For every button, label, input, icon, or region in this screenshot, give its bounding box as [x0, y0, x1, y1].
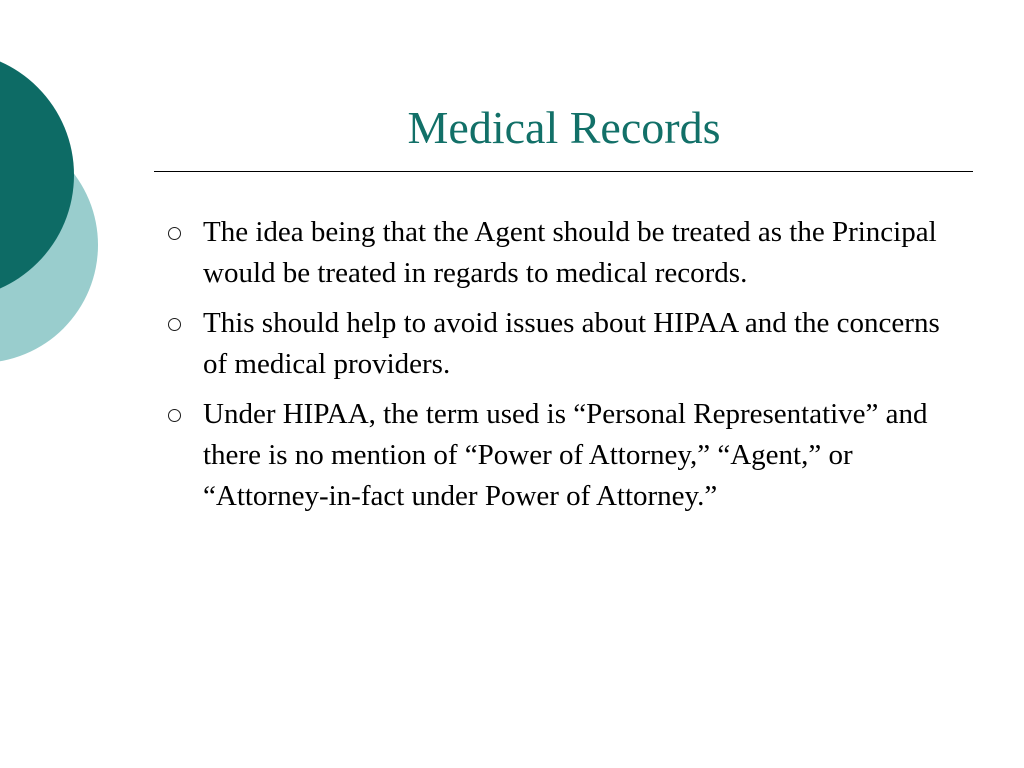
bullet-item: [160, 303, 960, 385]
bullet-text: The idea being that the Agent should be treated as the Principal would be treated in regards to medical records.: [203, 216, 937, 289]
circle-outline-icon: [168, 227, 181, 240]
decorative-circles: [0, 0, 110, 420]
bullet-text: This should help to avoid issues about HIPAA and the concerns of medical providers.: [203, 307, 940, 380]
bullet-item: [160, 394, 960, 517]
circle-outline-icon: [168, 409, 181, 422]
circle-outline-icon: [168, 318, 181, 331]
title-divider: [154, 171, 973, 172]
bullet-item: [160, 212, 960, 294]
bullet-text: Under HIPAA, the term used is “Personal Representative” and there is no mention of “Power of Attorney,” “Agent,” or “Attorney-in-fact under Power of Attorney.”: [203, 398, 928, 512]
slide-title: Medical Records: [407, 102, 721, 153]
bullet-list: [160, 212, 960, 526]
